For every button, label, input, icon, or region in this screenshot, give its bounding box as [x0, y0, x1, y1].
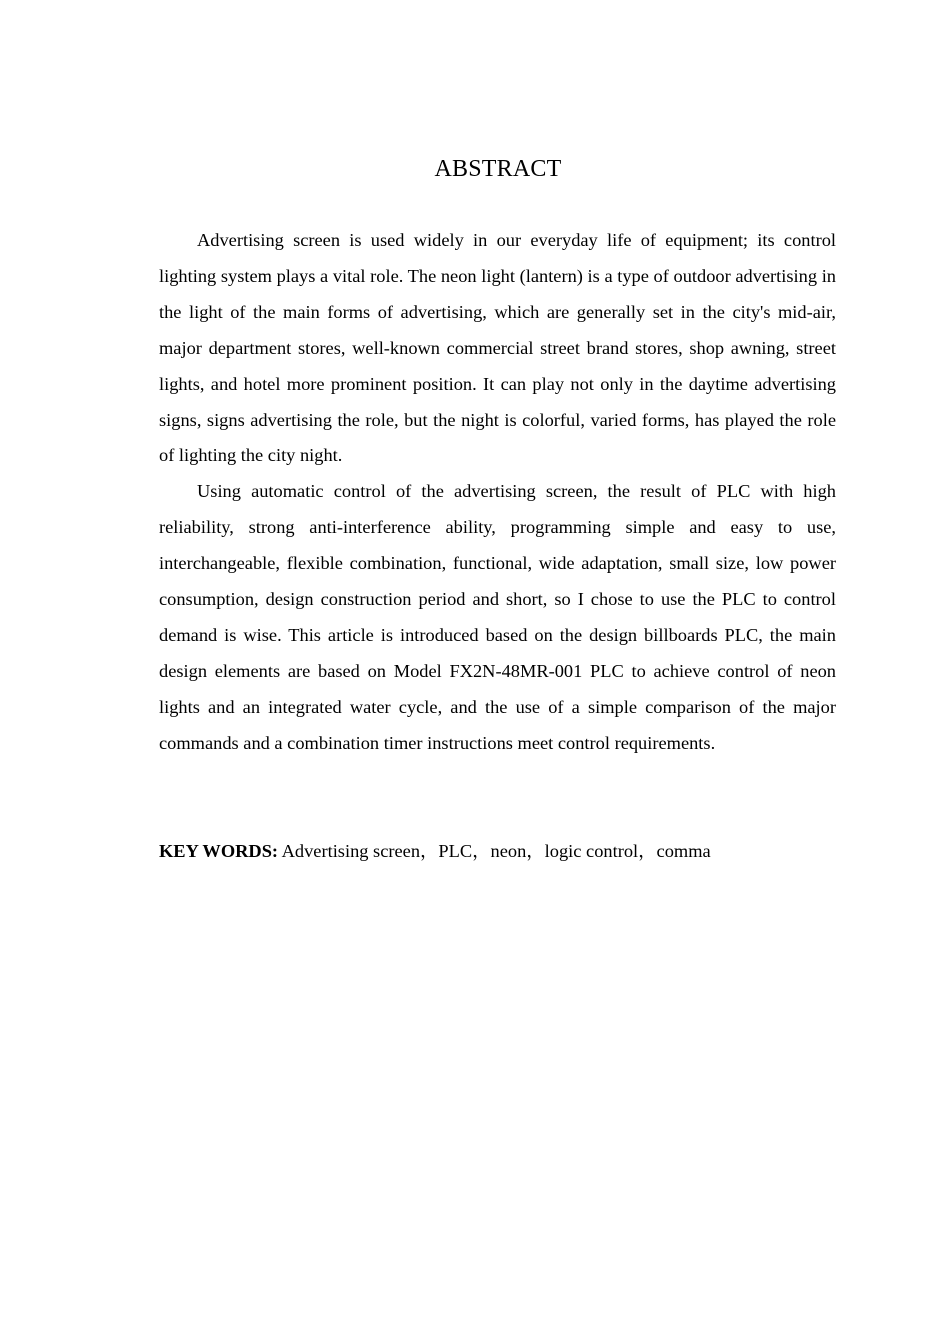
keywords-label: KEY WORDS:: [159, 841, 279, 861]
abstract-paragraph-2: Using automatic control of the advertising screen, the result of PLC with high reliability, strong anti-interference ability, programming simple and easy to use, interchangeable, flexible combination, functional, wide adaptation, small size, low power consumption, design construction period and short, so I chose to use the PLC to control demand is wise. This article is introduced based on the design billboards PLC, the main design elements are based on Model FX2N-48MR-001 PLC to achieve control of neon lights and an integrated water cycle, and the use of a simple comparison of the major commands and a combination timer instructions meet control requirements.: [159, 481, 836, 753]
abstract-paragraph-1: Advertising screen is used widely in our everyday life of equipment; its control lighting system plays a vital role. The neon light (lantern) is a type of outdoor advertising in the light of the main forms of advertising, which are generally set in the city's mid-air, major department stores, well-known commercial street brand stores, shop awning, street lights, and hotel more prominent position. It can play not only in the daytime advertising signs, signs advertising the role, but the night is colorful, varied forms, has played the role of lighting the city night.: [159, 230, 836, 466]
abstract-title: ABSTRACT: [434, 156, 562, 182]
keywords-line: [159, 834, 859, 870]
keywords-text: Advertising screen，PLC，neon，logic control，comma: [278, 841, 711, 861]
abstract-body: [159, 223, 836, 762]
